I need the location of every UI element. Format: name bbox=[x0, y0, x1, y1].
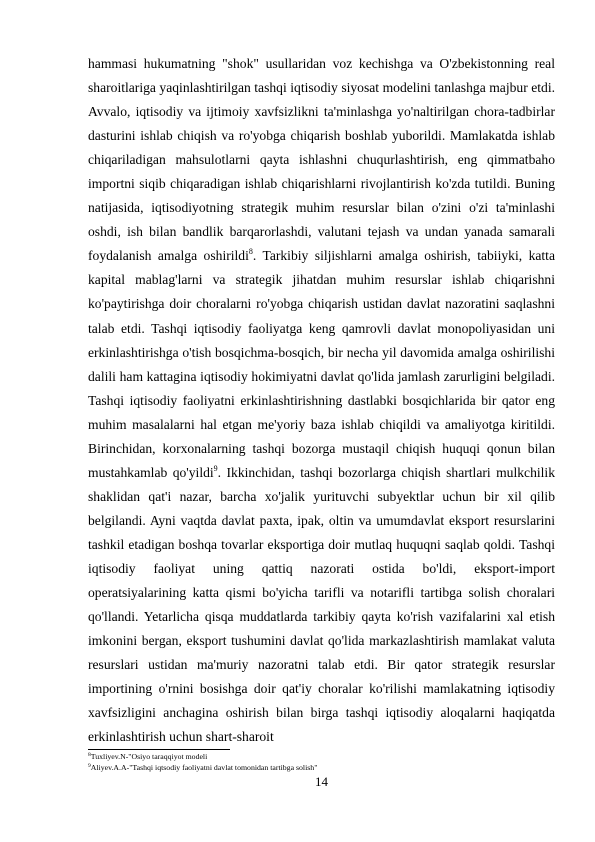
footnote-text: Tuxliyev.N-"Osiyo taraqqiyot modeli bbox=[90, 752, 208, 761]
footnote-text: Aliyev.A.A-"Tashqi iqtsodiy faoliyatni davlat tomonidan tartibga solish" bbox=[90, 762, 318, 772]
body-text-segment: hammasi hukumatning "shok" usullaridan voz kechishga va O'zbekistonning real sharoitlariga yaqinlashtirilgan tashqi iqtisodiy siyosat modelini tanlashga majbur etdi. Avvalo, iqtisodiy va ijtimoiy xavfsizlikni ta'minlashga yo'naltirilgan chora-tadbirlar dasturini ishlab chiqish va ro'yobga chiqarish boshlab yuborildi. Mamlakatda ishlab chiqariladigan mahsulotlarni qayta ishlashni chuqurlashtirish, eng qimmatbaho importni siqib chiqaradigan ishlab chiqarishlarni rivojlantirish ko'zda tutildi. Buning natijasida, iqtisodiyotning strategik muhim resurslar bilan o'zini o'zi ta'minlashi oshdi, ish bilan bandlik barqarorlashdi, valutani tejash va undan yanada samarali foydalanish amalga oshirildi bbox=[88, 56, 555, 264]
body-text-segment: . Tarkibiy siljishlarni amalga oshirish, tabiiyki, katta kapital mablag'larni va strategik jihatdan muhim resurslar ishlab chiqarishni ko'paytirishga doir choralarni ro'yobga chiqarish ustidan davlat nazoratini saqlashni talab etdi. Tashqi iqtisodiy faoliyatga keng qamrovli davlat monopoliyasidan uni erkinlashtirishga o'tish bosqichma-bosqich, bir necha yil davomida amalga oshirilishi dalili ham kattagina iqtisodiy hokimiyatni davlat qo'lida jamlash zarurligini belgiladi. Tashqi iqtisodiy faoliyatni erkinlashtirishning dastlabki bosqichlarida bir qator eng muhim masalalarni hal etgan me'yoriy baza ishlab chiqildi va amaliyotga kiritildi. Birinchidan, korxonalarning tashqi bozorga mustaqil chiqish huquqi qonun bilan mustahkamlab qo'yildi bbox=[88, 248, 555, 480]
footnote bbox=[88, 752, 555, 763]
footnote-ref[interactable]: 9 bbox=[213, 463, 218, 473]
footnote-number: 8 bbox=[88, 752, 91, 758]
body-text-segment: . Ikkinchidan, tashqi bozorlarga chiqish shartlari mulkchilik shaklidan qat'i nazar, barcha xo'jalik yurituvchi subyektlar uchun bir xil qilib belgilandi. Ayni vaqtda davlat paxta, ipak, oltin va umumdavlat eksport resurslarini tashkil etadigan boshqa tovarlar eksportiga doir mutlaq huquqni saqlab qoldi. Tashqi iqtisodiy faoliyat uning qattiq nazorati ostida bo'ldi, eksport-import operatsiyalarining katta qismi bo'yicha tarifli va notarifli tartibga solish choralari qo'llandi. Yetarlicha qisqa muddatlarda tarkibiy qayta ko'rish vazifalarini xal etish imkonini bergan, eksport tushumini davlat qo'lida markazlashtirish mamlakat valuta resurslari ustidan ma'muriy nazoratni talab etdi. Bir qator strategik resurslar importining o'rnini bosishga doir qat'iy choralar ko'rilishi mamlakatning iqtisodiy xavfsizligini anchagina oshirish bilan birga tashqi iqtisodiy aloqalarni haqiqatda erkinlashtirish uchun shart-sharoit bbox=[88, 464, 555, 745]
footnote-separator bbox=[88, 749, 230, 750]
footnotes bbox=[88, 752, 555, 773]
page-number: 14 bbox=[315, 774, 328, 789]
footnote-number: 9 bbox=[88, 762, 91, 769]
footnote bbox=[88, 763, 555, 774]
body-paragraph bbox=[88, 52, 555, 749]
footnote-ref[interactable]: 8 bbox=[248, 247, 253, 257]
